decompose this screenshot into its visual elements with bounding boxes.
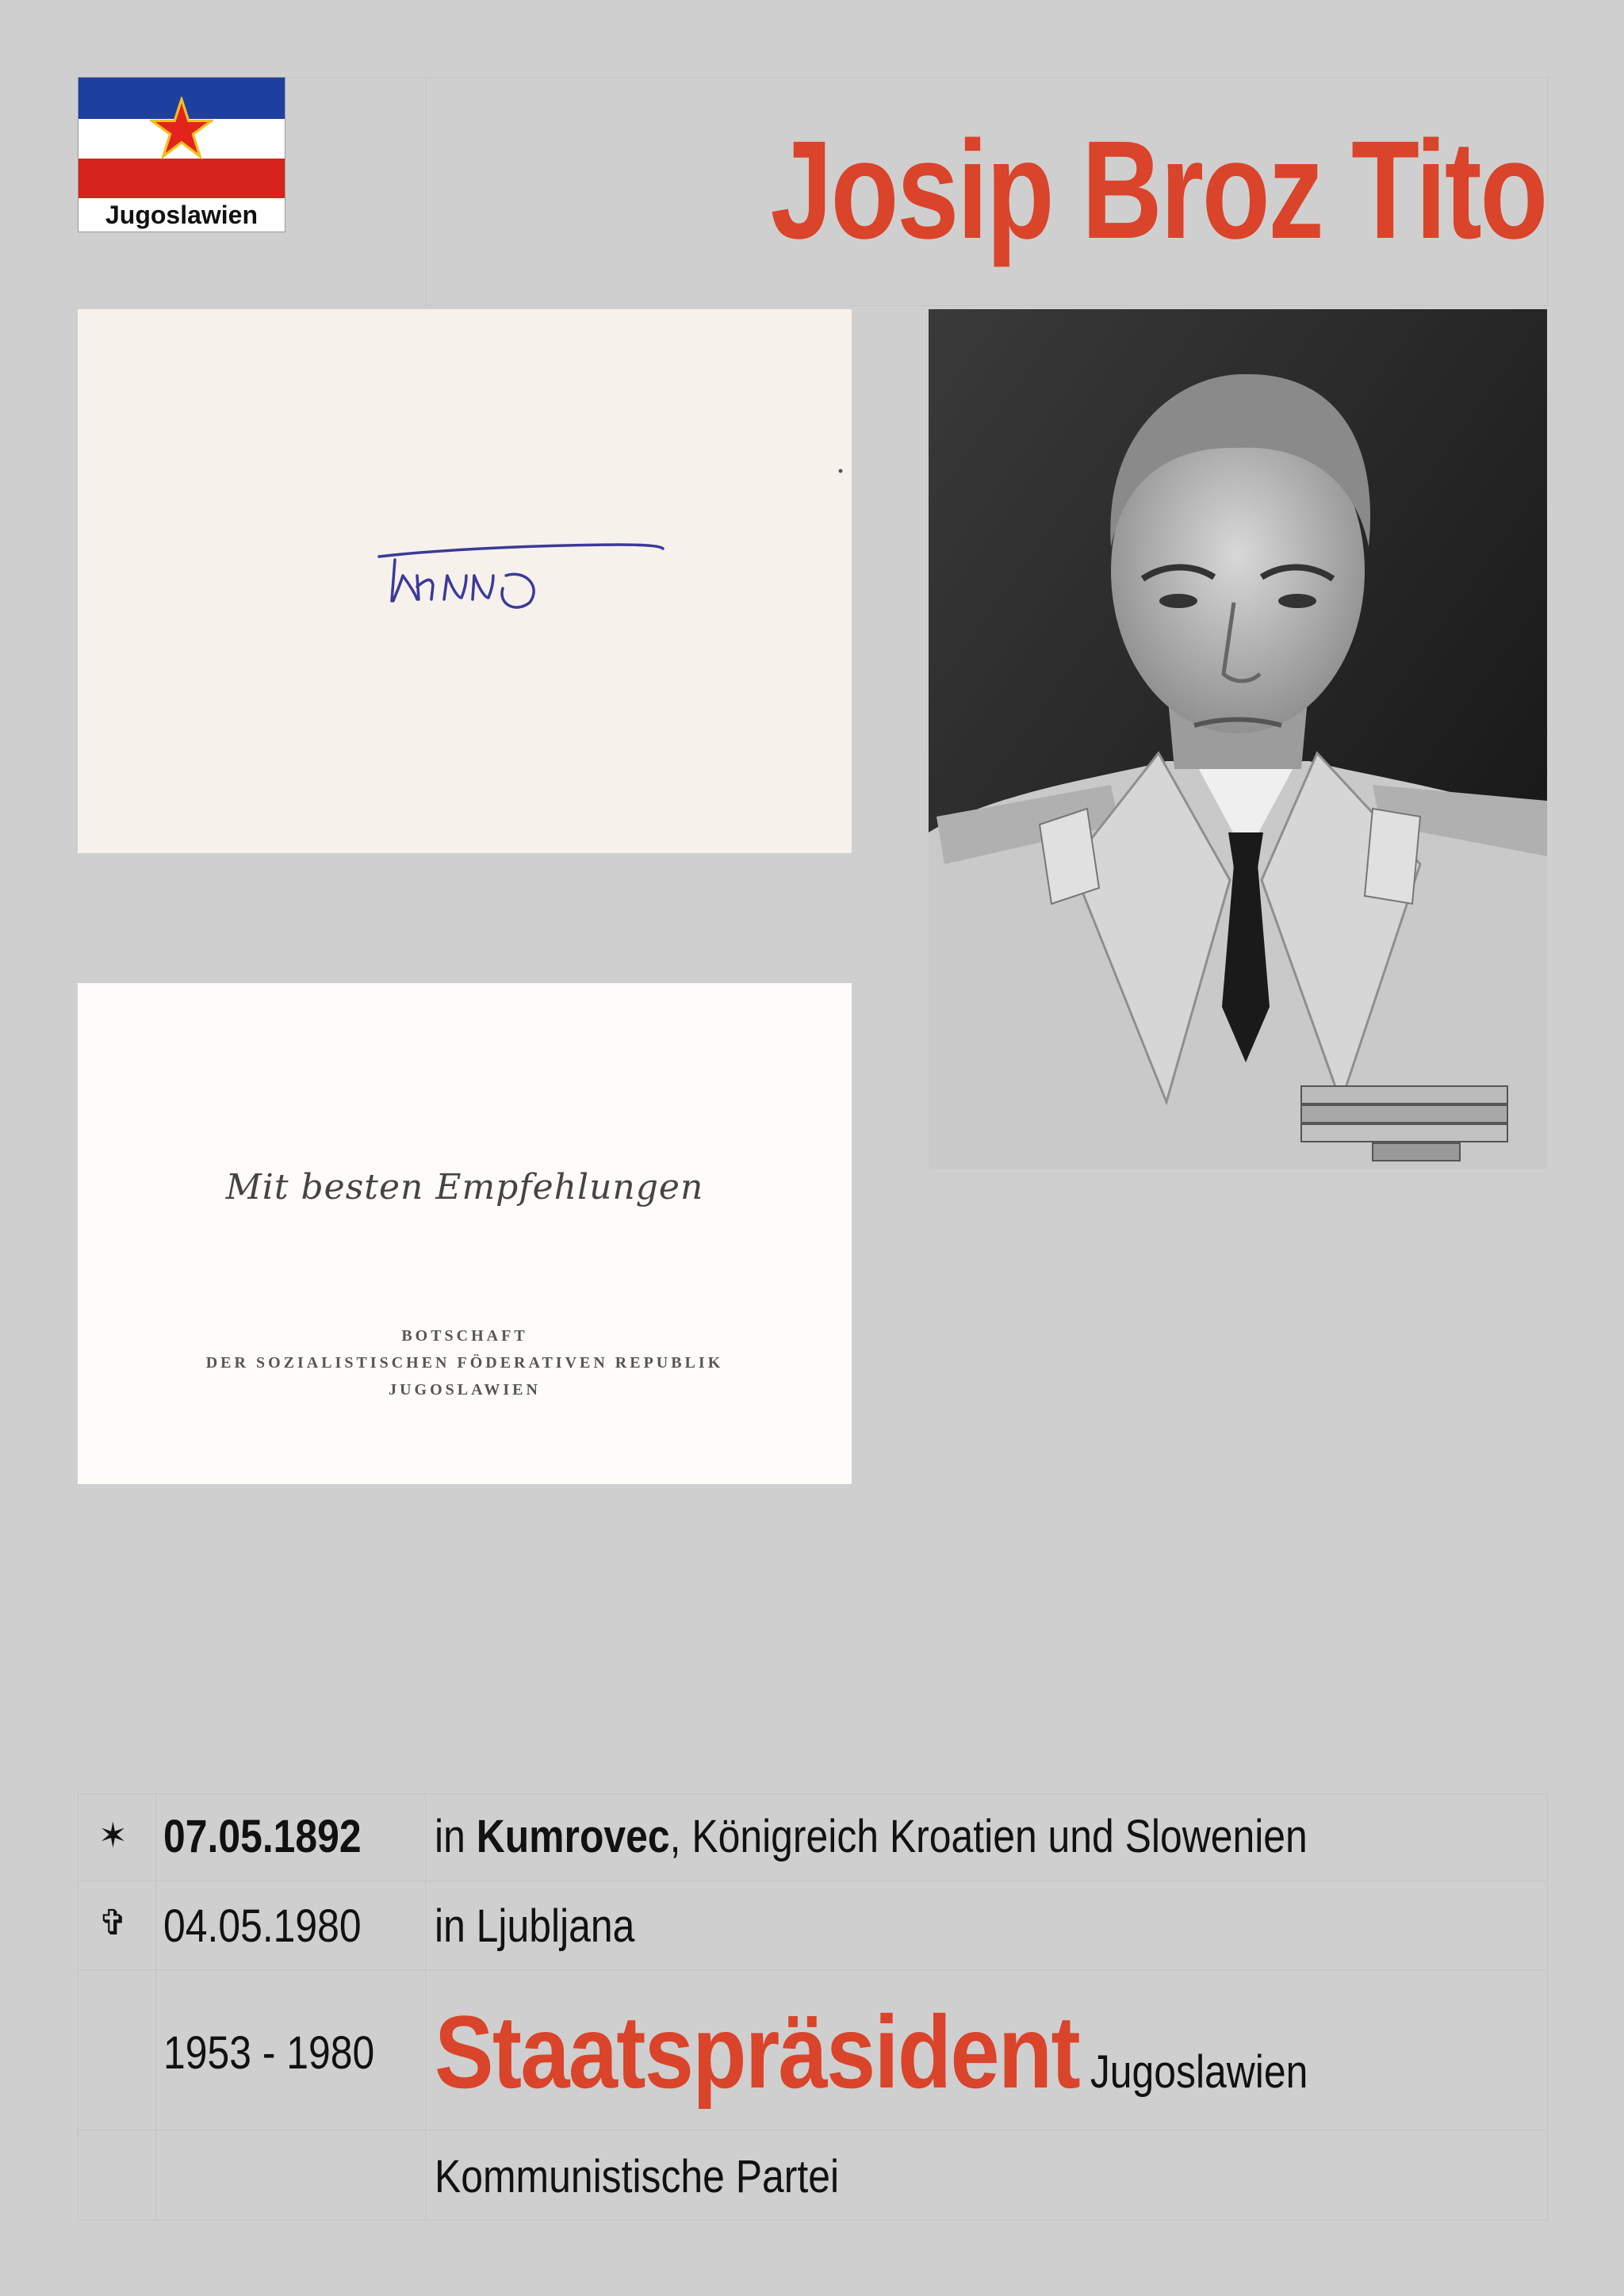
office-line [435,1996,1308,2128]
birth-star-icon: ✶ [98,1816,128,1855]
flag-stripe-red [79,159,285,198]
birth-prefix: in [435,1811,477,1862]
embassy-line-2: DER SOZIALISTISCHEN FÖDERATIVEN REPUBLIK [205,1354,724,1372]
red-star-icon [150,97,213,160]
grid-line [78,2220,1547,2221]
embassy-line-1: BOTSCHAFT [401,1327,528,1345]
signature-image [78,309,852,853]
grid-line [425,305,1547,306]
signature-card [78,309,852,853]
grid-line [155,1793,156,2220]
term-years: 1953 - 1980 [163,2027,375,2079]
party: Kommunistische Partei [435,2151,840,2202]
grid-line [78,1969,1547,1970]
death-date: 04.05.1980 [163,1900,362,1952]
embassy-line-3: JUGOSLAWIEN [389,1381,541,1399]
office-country: Jugoslawien [1090,2046,1308,2098]
death-place: in Ljubljana [435,1900,635,1952]
birth-place-line [435,1812,1308,1862]
grid-line [1547,77,1548,307]
grid-line [78,1793,1547,1794]
birth-place: Kumrovec [476,1811,670,1862]
office-title: Staatspräsident [435,1994,1079,2110]
portrait-photo [929,309,1547,1169]
flag-label: Jugoslawien [79,198,285,232]
birth-region: , Königreich Kroatien und Slowenien [669,1811,1308,1862]
grid-line [425,1793,426,2220]
grid-line [425,77,426,307]
portrait-illustration [929,309,1547,1169]
grid-line [78,1793,79,2220]
birth-date: 07.05.1892 [163,1811,362,1862]
greeting-text: Mit besten Empfehlungen [225,1167,704,1207]
death-cross-icon: ✞ [98,1904,128,1942]
grid-line [78,77,1547,78]
embassy-card [78,983,852,1484]
yugoslavia-flag [78,77,285,232]
page-title: Josip Broz Tito [770,113,1546,268]
grid-line [1547,1793,1548,2220]
